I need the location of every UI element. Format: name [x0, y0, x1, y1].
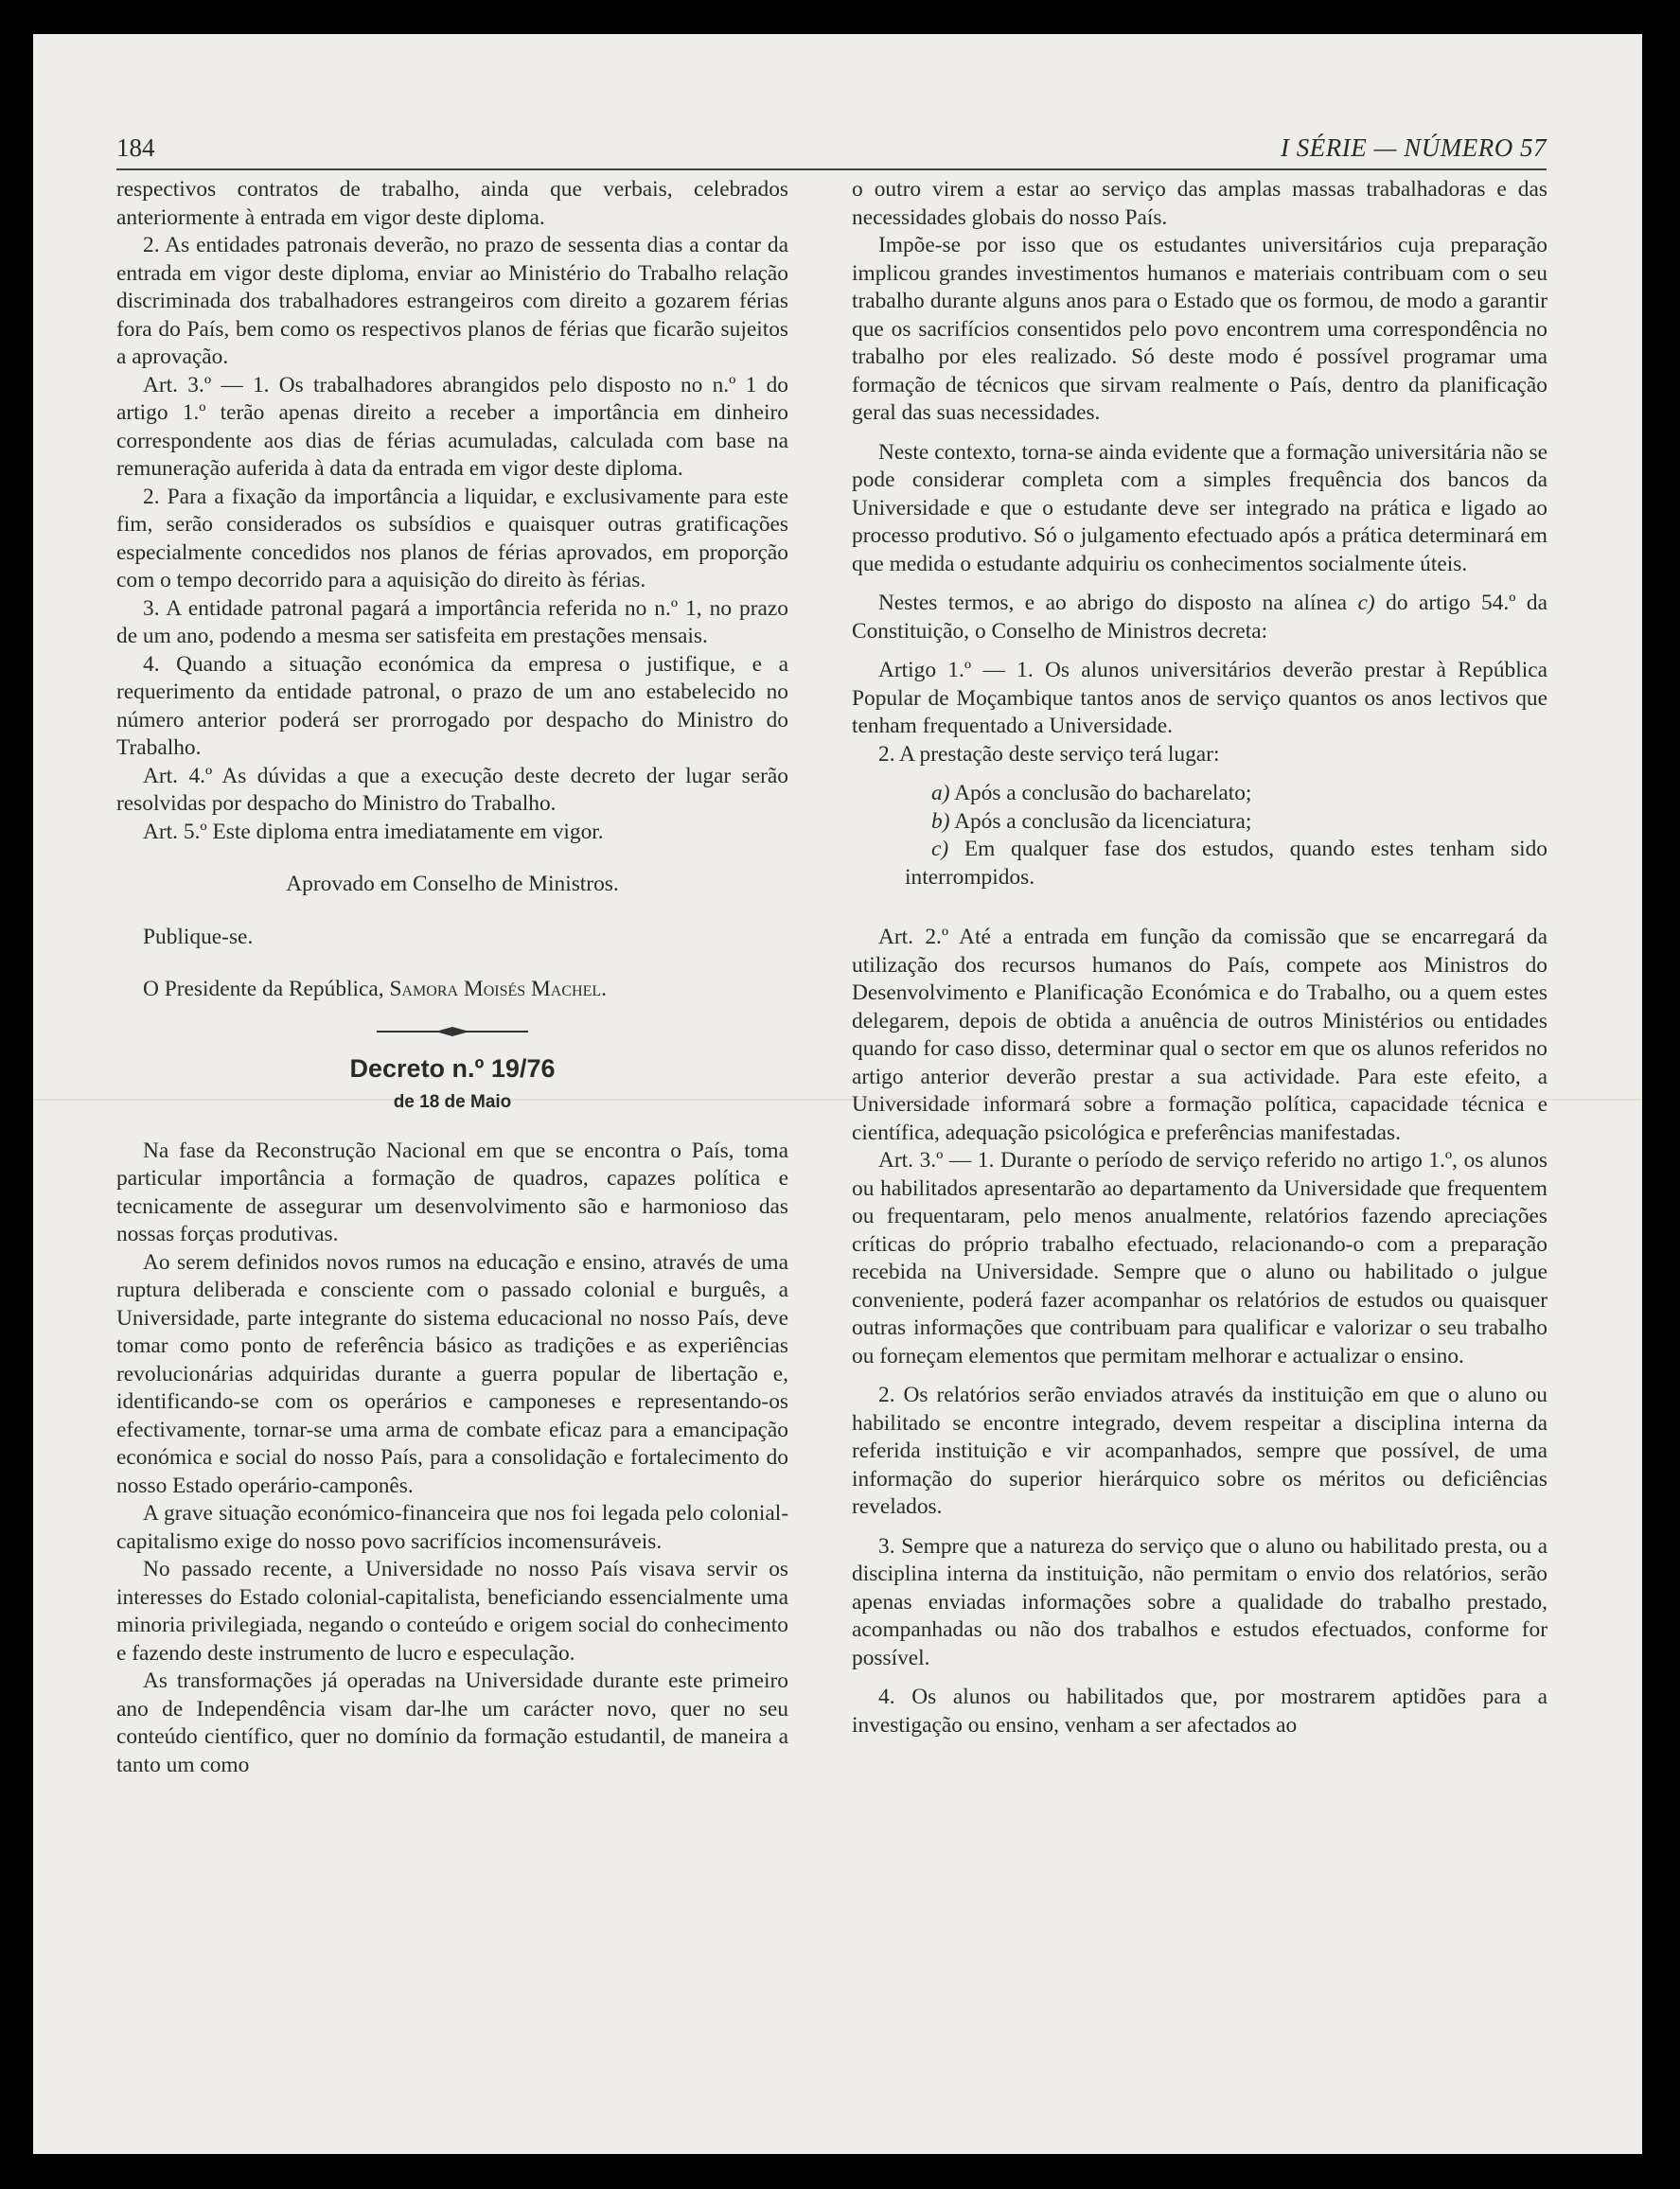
paragraph: Impõe-se por isso que os estudantes universitários cuja preparação implicou grandes investimentos humanos e materiais contribuam com o seu trabalho durante alguns anos para o Estado que os formou, de modo a garantir que os sacrifícios consentidos pelo povo encontrem uma correspondência no trabalho por eles realizado. Só deste modo é possível programar uma formação de técnicos que sirvam realmente o País, dentro da planificação geral das suas necessidades. [852, 233, 1547, 425]
paragraph: 3. Sempre que a natureza do serviço que o aluno ou habilitado presta, ou a disciplina interna da instituição, não permitam o envio dos relatórios, serão apenas enviadas informações sobre a qualidade do trabalho prestado, acompanhadas ou não dos trabalhos e estudos efectuados, conforme for possível. [852, 1533, 1547, 1670]
president-name: Samora Moisés Machel. [389, 977, 607, 1001]
header-rule [116, 168, 1547, 170]
item-letter: a) [931, 781, 950, 805]
list-item [852, 780, 1547, 808]
paragraph: o outro virem a estar ao serviço das amplas massas trabalhadoras e das necessidades globais do nosso País. [852, 177, 1547, 230]
president-signature [116, 976, 788, 1004]
right-column [852, 176, 1547, 1739]
item-text: Após a conclusão da licenciatura; [954, 808, 1252, 834]
paragraph: No passado recente, a Universidade no nosso País visava servir os interesses do Estado colonial-capitalista, beneficiando essencialmente uma minoria privilegiada, negando o conteúdo e origem social do conhecimento e fazendo deste instrumento de lucro e especulação. [116, 1557, 788, 1666]
page-header [116, 112, 1547, 170]
paragraph: Art. 3.º — 1. Os trabalhadores abrangidos pelo disposto no n.º 1 do artigo 1.º terão apenas direito a receber a importância em dinheiro correspondente aos dias de férias acumuladas, calculada com base na remuneração auferida à data da entrada em vigor deste diploma. [116, 372, 788, 481]
paragraph: Artigo 1.º — 1. Os alunos universitários deverão prestar à República Popular de Moçambique tantos anos de serviço quantos os anos lectivos que tenham frequentado a Universidade. [852, 658, 1547, 738]
text-run: do artigo 54.º da Constituição, o Conselho de Ministros decreta: [852, 591, 1548, 644]
paragraph: Art. 4.º As dúvidas a que a execução deste decreto der lugar serão resolvidas por despacho do Ministro do Trabalho. [116, 763, 788, 816]
paragraph: Art. 5.º Este diploma entra imediatamente em vigor. [143, 819, 604, 844]
paragraph: Art. 2.º Até a entrada em função da comissão que se encarregará da utilização dos recursos humanos do País, compete aos Ministros do Desenvolvimento e Planificação Económica e do Trabalho, ou a quem estes delegarem, depois de obtida a anuência de outros Ministérios ou entidades quando for caso disso, determinar qual o sector em que os alunos referidos no artigo anterior deverão prestar a sua actividade. Para este efeito, a Universidade informará sobre a formação política, capacidade técnica e científica, adequação psicológica e preferências manifestadas. [852, 925, 1547, 1145]
paragraph: Neste contexto, torna-se ainda evidente que a formação universitária não se pode considerar completa com a simples frequência dos bancos da Universidade e que o estudante deve ser integrado na prática e ligado ao processo produtivo. Só o julgamento efectuado após a prática determinará em que medida o estudante adquiriu os conhecimentos socialmente úteis. [852, 439, 1547, 576]
series-number: I SÉRIE — NÚMERO 57 [1281, 133, 1547, 162]
decree-date: de 18 de Maio [393, 1092, 512, 1112]
ornament-divider [377, 1025, 528, 1038]
item-letter: c) [931, 837, 949, 861]
paragraph: Na fase da Reconstrução Nacional em que se encontra o País, toma particular importância a formação de quadros, capazes política e tecnicamente de assegurar um desenvolvimento são e harmonioso das nossas forças produtivas. [116, 1138, 788, 1246]
paragraph: As transformações já operadas na Universidade durante este primeiro ano de Independência visam dar-lhe um carácter novo, quer no seu conteúdo científico, quer no domínio da formação estudantil, de maneira a tanto um como [116, 1668, 788, 1777]
text-run: Nestes termos, e ao abrigo do disposto na alínea [878, 591, 1348, 615]
paragraph: 2. As entidades patronais deverão, no prazo de sessenta dias a contar da entrada em vigor deste diploma, enviar ao Ministério do Trabalho relação discriminada dos trabalhadores estrangeiros com direito a gozarem férias fora do País, bem como os respectivos planos de férias que ficarão sujeitos a aprovação. [116, 233, 788, 369]
item-letter: b) [931, 808, 950, 834]
paragraph: Ao serem definidos novos rumos na educação e ensino, através de uma ruptura deliberada e consciente com o passado colonial e burguês, a Universidade, parte integrante do sistema educacional no nosso País, deve tomar como ponto de referência básico as tradições e as experiências revolucionárias adquiridas durante a guerra popular de libertação e, identificando-se com os operários e camponeses e representando-os efectivamente, tornar-se uma arma de combate eficaz para a emancipação económica e social do nosso País, para a consolidação e fortalecimento do nosso Estado operário-camponês. [116, 1249, 788, 1498]
paragraph [852, 590, 1547, 645]
left-column [116, 176, 788, 1779]
publish-line: Publique-se. [143, 924, 254, 949]
paragraph: 4. Os alunos ou habilitados que, por mostrarem aptidões para a investigação ou ensino, venham a ser afectados ao [852, 1685, 1547, 1738]
decree-title: Decreto n.º 19/76 [349, 1053, 556, 1083]
item-text: Em qualquer fase dos estudos, quando estes tenham sido interrompidos. [905, 837, 1547, 890]
paragraph: 2. A prestação deste serviço terá lugar: [878, 741, 1220, 767]
list-item [852, 836, 1547, 891]
approved-line: Aprovado em Conselho de Ministros. [286, 872, 619, 896]
paragraph: A grave situação económico-financeira que nos foi legada pelo colonial-capitalismo exige do nosso povo sacrifícios incomensuráveis. [116, 1501, 788, 1554]
document-page [33, 34, 1642, 2154]
president-prefix: O Presidente da República, [143, 977, 384, 1001]
page-number: 184 [116, 133, 155, 162]
paragraph: 2. Os relatórios serão enviados através da instituição em que o aluno ou habilitado se encontre integrado, devem respeitar a disciplina interna da referida instituição e vir acompanhados, sempre que possível, de uma informação do superior hierárquico sobre os méritos ou deficiências revelados. [852, 1383, 1547, 1519]
item-text: Após a conclusão do bacharelato; [954, 781, 1252, 805]
paragraph: Art. 3.º — 1. Durante o período de serviço referido no artigo 1.º, os alunos ou habilitados apresentarão ao departamento da Universidade que frequentem ou frequentaram, pelo menos anualmente, relatórios fazendo apreciações críticas do próprio trabalho efectuado, relacionando-o com a preparação recebida na Universidade. Sempre que o aluno ou habilitado o julgue conveniente, poderá fazer acompanhar os relatórios de estudos ou quaisquer outras informações que contribuam para qualificar e valorizar o seu trabalho ou forneçam elementos que permitam melhorar e actualizar o ensino. [852, 1148, 1547, 1368]
paragraph: 2. Para a fixação da importância a liquidar, e exclusivamente para este fim, serão considerados os subsídios e quaisquer outras gratificações especialmente concedidos nos planos de férias aprovados, em proporção com o tempo decorrido para a aquisição do direito às férias. [116, 484, 788, 592]
list-item [852, 808, 1547, 837]
text-run-italic: c) [1357, 591, 1375, 615]
paragraph: respectivos contratos de trabalho, ainda que verbais, celebrados anteriormente à entrada em vigor deste diploma. [116, 177, 788, 230]
paragraph: 3. A entidade patronal pagará a importância referida no n.º 1, no prazo de um ano, podendo a mesma ser satisfeita em prestações mensais. [116, 595, 788, 648]
paragraph: 4. Quando a situação económica da empresa o justifique, e a requerimento da entidade patronal, o prazo de um ano estabelecido no número anterior poderá ser prorrogado por despacho do Ministro do Trabalho. [116, 651, 788, 760]
